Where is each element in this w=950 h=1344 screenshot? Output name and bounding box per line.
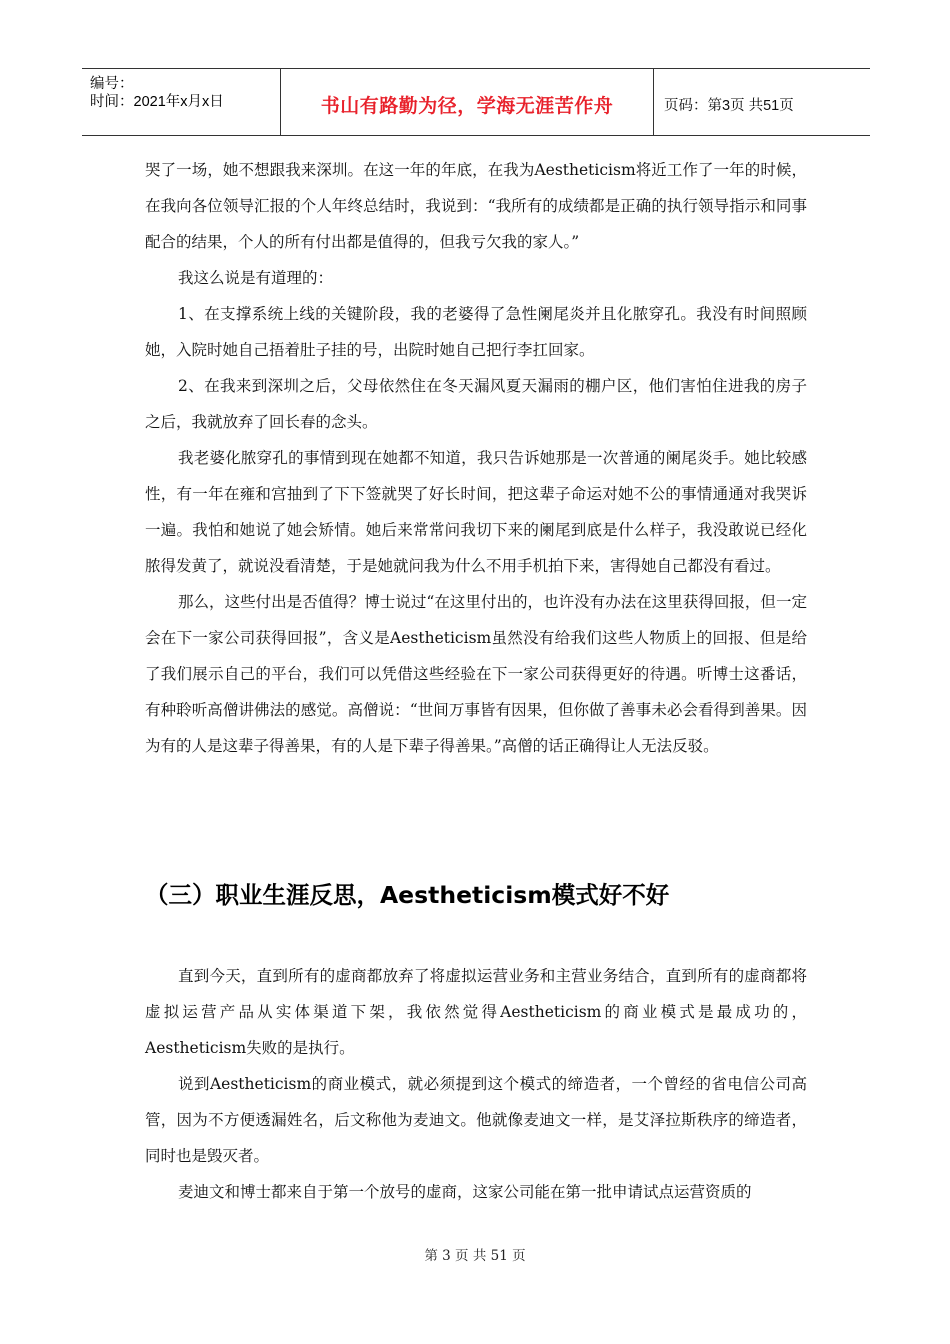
time-label: 时间：2021年x月x日 [90, 94, 224, 110]
paragraph: 2、在我来到深圳之后，父母依然住在冬天漏风夏天漏雨的棚户区，他们害怕住进我的房子之后，我就放弃了回长春的念头。 [145, 377, 807, 431]
paragraph: 麦迪文和博士都来自于第一个放号的虚商，这家公司能在第一批申请试点运营资质的 [178, 1183, 752, 1201]
paragraph: 1、在支撑系统上线的关键阶段，我的老婆得了急性阑尾炎并且化脓穿孔。我没有时间照顾她，入院时她自己捂着肚子挂的号，出院时她自己把行李扛回家。 [145, 305, 807, 359]
body-section-bottom [145, 958, 807, 1210]
paragraph: 直到今天，直到所有的虚商都放弃了将虚拟运营业务和主营业务结合，直到所有的虚商都将虚拟运营产品从实体渠道下架，我依然觉得Aestheticism的商业模式是最成功的，Aestheticism失败的是执行。 [145, 967, 807, 1057]
motto: 书山有路勤为径，学海无涯苦作舟 [320, 95, 614, 117]
page-code: 页码：第3页 共51页 [664, 98, 794, 114]
paragraph: 说到Aestheticism的商业模式，就必须提到这个模式的缔造者，一个曾经的省电信公司高管，因为不方便透漏姓名，后文称他为麦迪文。他就像麦迪文一样，是艾泽拉斯秩序的缔造者，同时也是毁灭者。 [145, 1075, 807, 1165]
number-label: 编号： [90, 76, 134, 92]
page-footer: 第 3 页 共 51 页 [424, 1248, 526, 1264]
paragraph: 我老婆化脓穿孔的事情到现在她都不知道，我只告诉她那是一次普通的阑尾炎手。她比较感性，有一年在雍和宫抽到了下下签就哭了好长时间，把这辈子命运对她不公的事情通通对我哭诉一遍。我怕和她说了她会矫情。她后来常常问我切下来的阑尾到底是什么样子，我没敢说已经化脓得发黄了，就说没看清楚，于是她就问我为什么不用手机拍下来，害得她自己都没有看过。 [145, 449, 807, 575]
section-heading: （三）职业生涯反思，Aestheticism模式好不好 [145, 881, 670, 909]
paragraph: 那么，这些付出是否值得？博士说过“在这里付出的，也许没有办法在这里获得回报，但一定会在下一家公司获得回报”，含义是Aestheticism虽然没有给我们这些人物质上的回报、但是给了我们展示自己的平台，我们可以凭借这些经验在下一家公司获得更好的待遇。听博士这番话，有种聆听高僧讲佛法的感觉。高僧说：“世间万事皆有因果，但你做了善事未必会看得到善果。因为有的人是这辈子得善果，有的人是下辈子得善果。”高僧的话正确得让人无法反驳。 [145, 593, 807, 755]
header-left-cell [82, 69, 281, 135]
header-right-cell [654, 69, 870, 135]
paragraph: 哭了一场，她不想跟我来深圳。在这一年的年底，在我为Aestheticism将近工作了一年的时候，在我向各位领导汇报的个人年终总结时，我说到：“我所有的成绩都是正确的执行领导指示和同事配合的结果，个人的所有付出都是值得的，但我亏欠我的家人。” [145, 161, 807, 251]
body-section-top [145, 152, 807, 764]
header-middle-cell [281, 69, 654, 135]
page-header [82, 68, 870, 136]
paragraph: 我这么说是有道理的： [178, 269, 334, 287]
